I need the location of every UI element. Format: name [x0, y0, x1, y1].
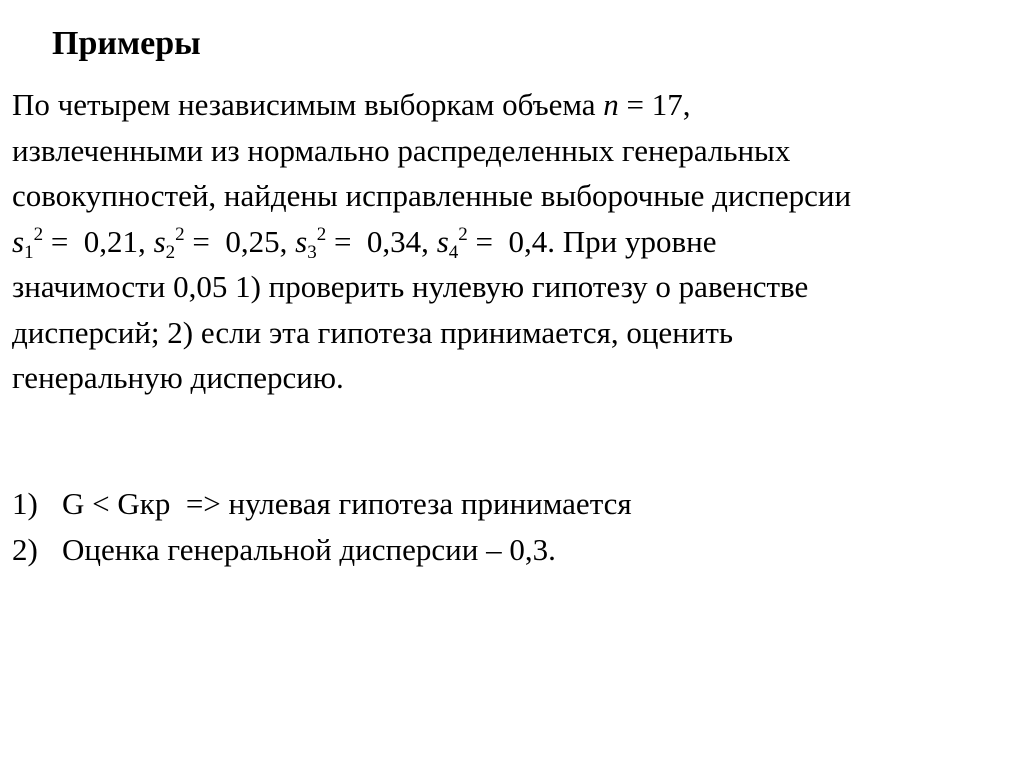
variance-index: 1 — [24, 241, 34, 263]
slide-title: Примеры — [52, 25, 201, 62]
variance-symbol: s — [153, 223, 166, 259]
answer-text: G < Gкр => нулевая гипотеза принимается — [62, 486, 632, 521]
variance-value: = 0,25, — [184, 223, 296, 259]
variance-power: 2 — [175, 223, 185, 245]
variance-index: 4 — [448, 241, 459, 263]
problem-text: При уровне — [562, 223, 717, 259]
problem-line: значимости 0,05 1) проверить нулевую гипотезу о равенстве — [12, 269, 809, 304]
problem-statement — [12, 82, 1020, 401]
variance-power: 2 — [458, 223, 468, 245]
answers-list — [12, 481, 1012, 572]
variance-item — [295, 223, 437, 263]
variance-value: = 0,21, — [43, 223, 154, 259]
variance-power: 2 — [33, 223, 44, 245]
answer-number: 1) — [12, 486, 38, 521]
variance-value: = 0,34, — [326, 223, 437, 259]
variance-item — [436, 223, 563, 263]
variance-value: = 0,4. — [467, 223, 563, 259]
variance-symbol: s — [295, 223, 308, 259]
answer-text: Оценка генеральной дисперсии – 0,3. — [62, 531, 556, 567]
answer-item — [12, 527, 1012, 573]
answer-item — [12, 481, 1012, 527]
variance-index: 3 — [307, 241, 317, 263]
sample-size-variable: n — [603, 87, 619, 122]
variance-symbol: s — [12, 223, 25, 259]
problem-line: совокупностей, найдены исправленные выборочные дисперсии — [12, 178, 852, 213]
variance-symbol: s — [436, 223, 449, 259]
problem-line — [12, 82, 1020, 128]
variance-item — [153, 223, 296, 263]
answer-number: 2) — [12, 531, 38, 567]
problem-text: По четырем независимым выборкам объема — [12, 87, 604, 122]
problem-line: дисперсий; 2) если эта гипотеза принимается, оценить — [12, 314, 734, 350]
variance-index: 2 — [165, 241, 176, 263]
problem-line: генеральную дисперсию. — [12, 360, 344, 395]
problem-text: = 17, — [618, 87, 691, 122]
problem-line: извлеченными из нормально распределенных генеральных — [12, 132, 791, 168]
variances-line — [12, 219, 1020, 265]
variance-item — [12, 223, 154, 263]
variance-power: 2 — [316, 223, 327, 245]
